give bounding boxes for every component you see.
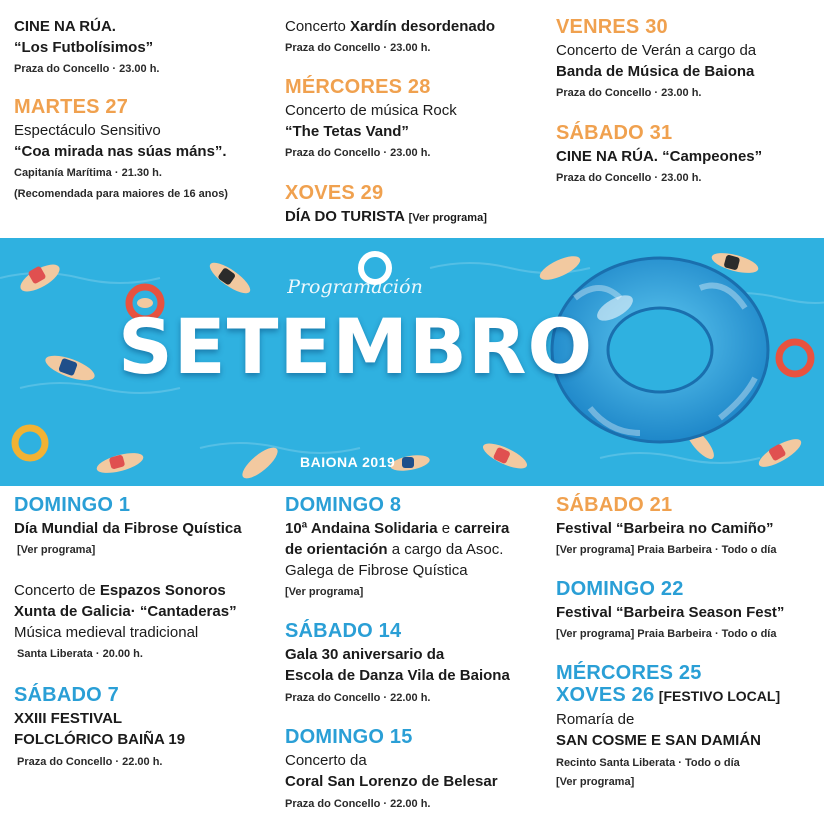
day-heading: SÁBADO 31 bbox=[556, 122, 673, 144]
event-place[interactable]: [Ver programa] Praia Barbeira · Todo o día bbox=[556, 628, 777, 640]
day-heading: SÁBADO 14 bbox=[285, 620, 402, 642]
event-place: Capitanía Marítima · 21.30 h. bbox=[14, 167, 162, 179]
day-heading: XOVES 26 bbox=[556, 684, 655, 706]
event-place: Praza do Concello · 23.00 h. bbox=[285, 42, 431, 54]
day-heading: XOVES 29 bbox=[285, 182, 384, 204]
event-note: (Recomendada para maiores de 16 anos) bbox=[14, 188, 228, 200]
ver-programa-link[interactable]: [Ver programa] bbox=[17, 544, 96, 556]
event-sabado-21 bbox=[556, 494, 776, 559]
event-place: Praza do Concello · 23.00 h. bbox=[14, 63, 160, 75]
event-place: Praza do Concello · 23.00 h. bbox=[556, 87, 702, 99]
day-heading: DOMINGO 1 bbox=[14, 494, 131, 516]
event-line bbox=[285, 206, 487, 229]
event-line: Concerto de Verán a cargo da bbox=[556, 42, 757, 59]
event-name: de orientación bbox=[285, 541, 388, 558]
event-line bbox=[285, 518, 509, 539]
day-heading: VENRES 30 bbox=[556, 16, 668, 38]
day-heading: MÉRCORES 28 bbox=[285, 76, 431, 98]
event-pre: Concerto bbox=[285, 18, 351, 35]
event-line: SAN COSME E SAN DAMIÁN bbox=[556, 732, 762, 749]
event-espazos-sonoros bbox=[14, 580, 237, 663]
event-line: Día Mundial da Fibrose Quística bbox=[14, 520, 242, 537]
event-mercores-28 bbox=[285, 76, 457, 162]
event-place: Praza do Concello · 23.00 h. bbox=[285, 147, 431, 159]
day-heading: SÁBADO 21 bbox=[556, 494, 673, 516]
event-place: Praza do Concello · 22.00 h. bbox=[285, 798, 431, 810]
event-line: Coral San Lorenzo de Belesar bbox=[285, 773, 498, 790]
day-heading: DOMINGO 22 bbox=[556, 578, 684, 600]
event-line bbox=[14, 580, 237, 601]
event-name: Espazos Sonoros bbox=[99, 582, 226, 599]
event-line: “The Tetas Vand” bbox=[285, 123, 409, 140]
event-title: CINE NA RÚA. bbox=[14, 18, 116, 35]
event-mid: e bbox=[437, 520, 455, 537]
event-line: Música medieval tradicional bbox=[14, 624, 199, 641]
event-line: Concerto de música Rock bbox=[285, 102, 457, 119]
event-name: carreira bbox=[454, 520, 510, 537]
event-sabado-31 bbox=[556, 122, 762, 187]
event-line: Escola de Danza Vila de Baiona bbox=[285, 667, 510, 684]
event-film: “Los Futbolísimos” bbox=[14, 39, 154, 56]
event-line: Festival “Barbeira Season Fest” bbox=[556, 604, 785, 621]
ver-programa-link[interactable]: [Ver programa] bbox=[285, 586, 364, 598]
day-heading: SÁBADO 7 bbox=[14, 684, 119, 706]
event-place: Praza do Concello · 22.00 h. bbox=[285, 692, 431, 704]
event-line bbox=[285, 539, 509, 560]
event-pre: Concerto de bbox=[14, 582, 100, 599]
event-line: Espectáculo Sensitivo bbox=[14, 122, 161, 139]
event-line: Festival “Barbeira no Camiño” bbox=[556, 520, 774, 537]
event-line: Banda de Música de Baiona bbox=[556, 63, 755, 80]
event-place[interactable]: [Ver programa] Praia Barbeira · Todo o día bbox=[556, 544, 777, 556]
event-cine-na-rua bbox=[14, 16, 160, 78]
event-name: DÍA DO TURISTA bbox=[285, 208, 405, 225]
event-line: Concerto da bbox=[285, 752, 367, 769]
event-line bbox=[14, 601, 237, 622]
event-venres-30 bbox=[556, 16, 756, 102]
event-domingo-22 bbox=[556, 578, 784, 643]
ver-programa-link[interactable]: [Ver programa] bbox=[556, 776, 635, 788]
event-sabado-7 bbox=[14, 684, 185, 771]
event-name: Xunta de Galicia bbox=[14, 603, 131, 620]
event-place: Recinto Santa Liberata · Todo o día bbox=[556, 757, 740, 769]
setembro-banner bbox=[0, 238, 824, 486]
event-domingo-8 bbox=[285, 494, 509, 601]
day-heading: MÉRCORES 25 bbox=[556, 662, 702, 684]
event-domingo-15 bbox=[285, 726, 498, 813]
banner-year: BAIONA 2019 bbox=[300, 454, 396, 470]
event-domingo-1 bbox=[14, 494, 242, 559]
event-place: Praza do Concello · 22.00 h. bbox=[17, 756, 163, 768]
day-heading-row bbox=[556, 684, 780, 707]
event-line: XXIII FESTIVAL bbox=[14, 710, 123, 727]
event-place: Praza do Concello · 23.00 h. bbox=[556, 172, 702, 184]
day-heading: MARTES 27 bbox=[14, 96, 129, 118]
banner-title: SETEMBRO bbox=[118, 302, 594, 391]
event-name: Xardín desordenado bbox=[350, 18, 496, 35]
event-line: “Coa mirada nas súas máns”. bbox=[14, 143, 227, 160]
event-martes-27 bbox=[14, 96, 228, 203]
event-sabado-14 bbox=[285, 620, 510, 707]
day-heading: DOMINGO 8 bbox=[285, 494, 402, 516]
event-xardin bbox=[285, 16, 495, 57]
festivo-local-badge: [FESTIVO LOCAL] bbox=[658, 688, 781, 704]
day-heading: DOMINGO 15 bbox=[285, 726, 413, 748]
event-rest: a cargo da Asoc. bbox=[387, 541, 504, 558]
event-xoves-29 bbox=[285, 182, 487, 229]
event-line bbox=[285, 16, 495, 37]
banner-subtitle: Programación bbox=[287, 276, 423, 298]
event-name: · “Cantaderas” bbox=[130, 603, 237, 620]
event-line: Galega de Fibrose Quística bbox=[285, 562, 468, 579]
event-line: Gala 30 aniversario da bbox=[285, 646, 445, 663]
event-line: FOLCLÓRICO BAIÑA 19 bbox=[14, 731, 186, 748]
event-mercores-25 bbox=[556, 662, 780, 791]
event-line: CINE NA RÚA. “Campeones” bbox=[556, 148, 763, 165]
event-line: Romaría de bbox=[556, 711, 635, 728]
ver-programa-link[interactable]: [Ver programa] bbox=[408, 212, 487, 224]
event-name: 10ª Andaina Solidaria bbox=[285, 520, 438, 537]
event-place: Santa Liberata · 20.00 h. bbox=[17, 648, 143, 660]
